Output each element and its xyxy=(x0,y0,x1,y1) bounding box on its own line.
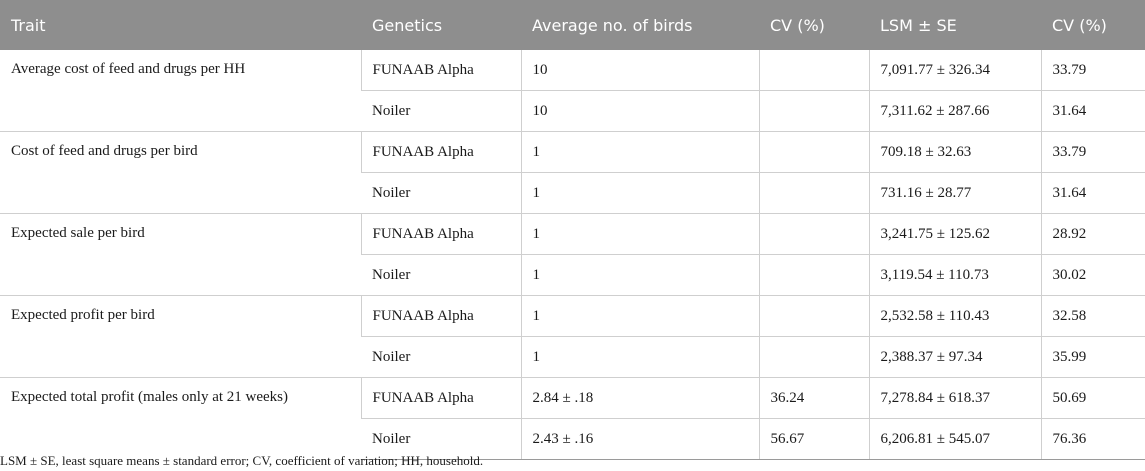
cv-lsm-cell: 31.64 xyxy=(1041,91,1145,132)
average-birds-cell: 1 xyxy=(521,337,759,378)
table-row xyxy=(0,296,1145,337)
average-birds-cell: 10 xyxy=(521,50,759,91)
lsm-se-cell: 2,532.58 ± 110.43 xyxy=(869,296,1041,337)
genetics-cell: FUNAAB Alpha xyxy=(361,214,521,255)
trait-cell: Cost of feed and drugs per bird xyxy=(0,132,361,214)
header-cv-lsm: CV (%) xyxy=(1041,0,1145,50)
cv-lsm-cell: 28.92 xyxy=(1041,214,1145,255)
lsm-se-cell: 6,206.81 ± 545.07 xyxy=(869,419,1041,460)
cv-lsm-cell: 33.79 xyxy=(1041,50,1145,91)
cv-birds-cell xyxy=(759,173,869,214)
lsm-se-cell: 731.16 ± 28.77 xyxy=(869,173,1041,214)
cv-birds-cell xyxy=(759,91,869,132)
average-birds-cell: 1 xyxy=(521,296,759,337)
genetics-cell: Noiler xyxy=(361,419,521,460)
lsm-se-cell: 3,119.54 ± 110.73 xyxy=(869,255,1041,296)
cv-lsm-cell: 30.02 xyxy=(1041,255,1145,296)
cv-birds-cell: 36.24 xyxy=(759,378,869,419)
cv-lsm-cell: 31.64 xyxy=(1041,173,1145,214)
average-birds-cell: 1 xyxy=(521,255,759,296)
cv-lsm-cell: 32.58 xyxy=(1041,296,1145,337)
trait-cell: Expected profit per bird xyxy=(0,296,361,378)
cv-birds-cell: 56.67 xyxy=(759,419,869,460)
cv-birds-cell xyxy=(759,337,869,378)
genetics-cell: FUNAAB Alpha xyxy=(361,378,521,419)
header-row xyxy=(0,0,1145,50)
cv-lsm-cell: 35.99 xyxy=(1041,337,1145,378)
table-row xyxy=(0,378,1145,419)
cv-birds-cell xyxy=(759,296,869,337)
genetics-cell: FUNAAB Alpha xyxy=(361,50,521,91)
table-row xyxy=(0,214,1145,255)
table-row xyxy=(0,50,1145,91)
trait-cell: Average cost of feed and drugs per HH xyxy=(11,61,246,77)
lsm-se-cell: 7,091.77 ± 326.34 xyxy=(869,50,1041,91)
average-birds-cell: 1 xyxy=(521,214,759,255)
genetics-cell: FUNAAB Alpha xyxy=(361,132,521,173)
average-birds-cell: 2.84 ± .18 xyxy=(521,378,759,419)
header-cv-birds: CV (%) xyxy=(759,0,869,50)
cv-birds-cell xyxy=(759,132,869,173)
average-birds-cell: 1 xyxy=(521,173,759,214)
cv-birds-cell xyxy=(759,50,869,91)
cv-birds-cell xyxy=(759,214,869,255)
lsm-se-cell: 2,388.37 ± 97.34 xyxy=(869,337,1041,378)
average-birds-cell: 10 xyxy=(521,91,759,132)
cv-lsm-cell: 76.36 xyxy=(1041,419,1145,460)
genetics-cell: Noiler xyxy=(361,173,521,214)
lsm-se-cell: 7,311.62 ± 287.66 xyxy=(869,91,1041,132)
header-lsm-se: LSM ± SE xyxy=(869,0,1041,50)
average-birds-cell: 1 xyxy=(521,132,759,173)
cv-birds-cell xyxy=(759,255,869,296)
header-average-birds: Average no. of birds xyxy=(521,0,759,50)
header-genetics: Genetics xyxy=(361,0,521,50)
lsm-se-cell: 709.18 ± 32.63 xyxy=(869,132,1041,173)
lsm-se-cell: 7,278.84 ± 618.37 xyxy=(869,378,1041,419)
lsm-se-cell: 3,241.75 ± 125.62 xyxy=(869,214,1041,255)
table-body xyxy=(0,50,1145,460)
genetics-cell: Noiler xyxy=(361,91,521,132)
table-row xyxy=(0,132,1145,173)
header-trait: Trait xyxy=(0,0,361,50)
average-birds-cell: 2.43 ± .16 xyxy=(521,419,759,460)
genetics-cell: FUNAAB Alpha xyxy=(361,296,521,337)
cv-lsm-cell: 33.79 xyxy=(1041,132,1145,173)
genetics-cell: Noiler xyxy=(361,337,521,378)
trait-cell: Expected sale per bird xyxy=(0,214,361,296)
table-footnote: LSM ± SE, least square means ± standard error; CV, coefficient of variation; HH, household. xyxy=(0,453,484,468)
trait-cell: Expected total profit (males only at 21 weeks) xyxy=(0,378,361,460)
genetics-cell: Noiler xyxy=(361,255,521,296)
cv-lsm-cell: 50.69 xyxy=(1041,378,1145,419)
